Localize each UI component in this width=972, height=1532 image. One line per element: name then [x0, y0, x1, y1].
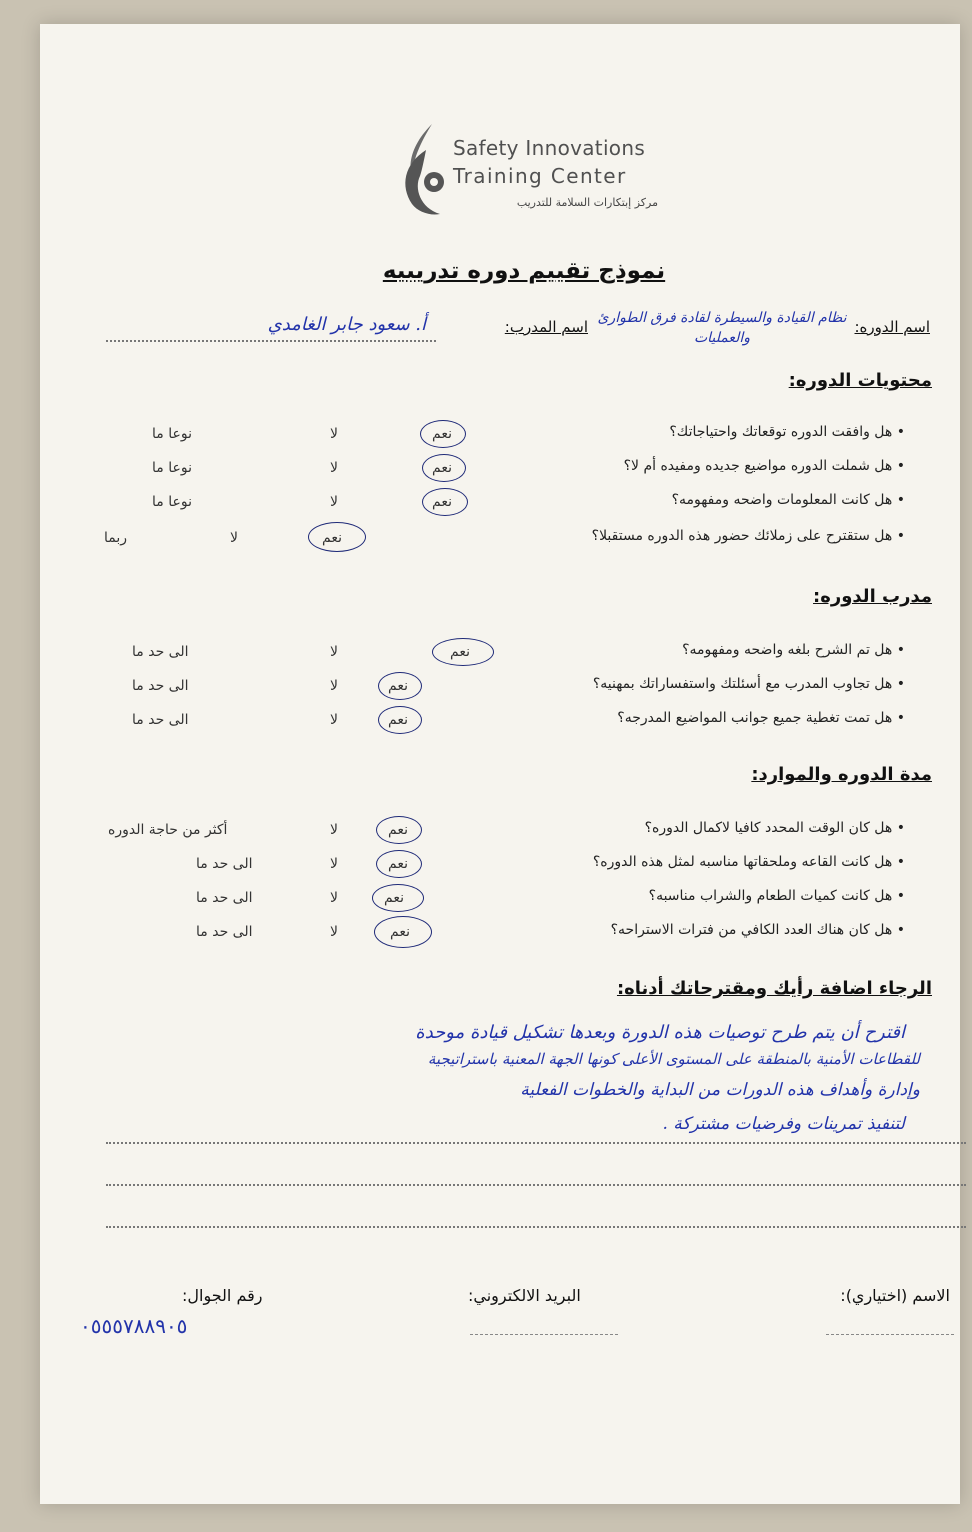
option-other[interactable]: نوعا ما — [152, 460, 192, 476]
trainer-name-value: أ. سعود جابر الغامدي — [267, 314, 426, 335]
option-other[interactable]: ربما — [104, 530, 128, 546]
selected-answer-circle — [374, 916, 432, 948]
question-text: • هل كان الوقت المحدد كافيا لاكمال الدوره؟ — [644, 820, 905, 836]
option-no[interactable]: لا — [330, 856, 338, 872]
selected-answer-circle — [376, 816, 422, 844]
option-no[interactable]: لا — [330, 426, 338, 442]
section-title-feedback: الرجاء اضافة رأيك ومقترحاتك أدناه: — [616, 978, 932, 999]
option-yes[interactable]: نعم — [432, 494, 452, 510]
option-no[interactable]: لا — [330, 822, 338, 838]
logo-name-line2: Training Center — [453, 164, 627, 188]
option-no[interactable]: لا — [330, 678, 338, 694]
selected-answer-circle — [422, 454, 466, 482]
option-no[interactable]: لا — [330, 644, 338, 660]
option-no[interactable]: لا — [330, 712, 338, 728]
question-text: • هل شملت الدوره مواضيع جديده ومفيده أم لا؟ — [623, 458, 905, 474]
section-title-contents: محتويات الدوره: — [788, 370, 932, 391]
feedback-line-2: للقطاعات الأمنية بالمنطقة على المستوى الأعلى كونها الجهة المعنية باستراتيجية — [427, 1050, 920, 1068]
feedback-line-3: وإدارة وأهداف هذه الدورات من البداية والخطوات الفعلية — [520, 1080, 920, 1100]
feedback-dotted-line — [106, 1226, 966, 1228]
selected-answer-circle — [378, 706, 422, 734]
option-yes[interactable]: نعم — [388, 712, 408, 728]
question-text: • هل وافقت الدوره توقعاتك واحتياجاتك؟ — [669, 424, 905, 440]
option-other[interactable]: الى حد ما — [132, 678, 189, 694]
option-other[interactable]: نوعا ما — [152, 426, 192, 442]
option-other[interactable]: أكثر من حاجة الدوره — [108, 822, 228, 838]
optional-name-label: الاسم (اختياري): — [840, 1286, 950, 1305]
trainer-name-dotted-line — [106, 340, 436, 342]
option-no[interactable]: لا — [330, 460, 338, 476]
section-title-trainer: مدرب الدوره: — [813, 586, 932, 607]
selected-answer-circle — [422, 488, 468, 516]
feedback-line-4: لتنفيذ تمرينات وفرضيات مشتركة . — [662, 1114, 905, 1134]
option-no[interactable]: لا — [330, 924, 338, 940]
selected-answer-circle — [376, 850, 422, 878]
selected-answer-circle — [308, 522, 366, 552]
question-text: • هل كانت القاعه وملحقاتها مناسبه لمثل هذه الدوره؟ — [592, 854, 905, 870]
selected-answer-circle — [378, 672, 422, 700]
email-field[interactable] — [470, 1334, 618, 1335]
question-text: • هل تجاوب المدرب مع أسئلتك واستفساراتك بمهنيه؟ — [592, 676, 905, 692]
course-name-label: اسم الدوره: — [854, 318, 930, 336]
question-text: • هل كانت المعلومات واضحه ومفهومه؟ — [671, 492, 905, 508]
form-paper — [40, 24, 960, 1504]
optional-name-field[interactable] — [826, 1334, 954, 1335]
option-other[interactable]: الى حد ما — [196, 856, 253, 872]
course-name-value: نظام القيادة والسيطرة لقادة فرق الطوارئ والعمليات — [597, 310, 847, 346]
option-other[interactable]: الى حد ما — [196, 890, 253, 906]
selected-answer-circle — [372, 884, 424, 912]
option-yes[interactable]: نعم — [388, 822, 408, 838]
form-title: نموذج تقييم دوره تدريبيه — [382, 258, 666, 284]
feedback-dotted-line — [106, 1142, 966, 1144]
logo-name-line1: Safety Innovations — [453, 136, 646, 160]
option-yes[interactable]: نعم — [388, 678, 408, 694]
option-yes[interactable]: نعم — [322, 530, 342, 546]
option-no[interactable]: لا — [230, 530, 238, 546]
logo-name-arabic: مركز إبتكارات السلامة للتدريب — [516, 196, 658, 209]
option-yes[interactable]: نعم — [432, 460, 452, 476]
section-title-duration: مدة الدوره والموارد: — [751, 764, 932, 785]
feedback-line-1: اقترح أن يتم طرح توصيات هذه الدورة وبعدها تشكيل قيادة موحدة — [415, 1022, 905, 1043]
email-label: البريد الالكتروني: — [468, 1286, 581, 1305]
option-other[interactable]: الى حد ما — [196, 924, 253, 940]
question-text: • هل كان هناك العدد الكافي من فترات الاستراحه؟ — [610, 922, 905, 938]
phone-value: ٠٥٥٥٧٨٨٩٠٥ — [80, 1314, 188, 1338]
option-yes[interactable]: نعم — [390, 924, 410, 940]
option-yes[interactable]: نعم — [450, 644, 470, 660]
option-other[interactable]: الى حد ما — [132, 644, 189, 660]
option-yes[interactable]: نعم — [384, 890, 404, 906]
option-other[interactable]: الى حد ما — [132, 712, 189, 728]
option-yes[interactable]: نعم — [388, 856, 408, 872]
feedback-dotted-line — [106, 1184, 966, 1186]
phone-label: رقم الجوال: — [182, 1286, 263, 1305]
question-text: • هل ستقترح على زملائك حضور هذه الدوره مستقبلا؟ — [591, 528, 905, 544]
option-other[interactable]: نوعا ما — [152, 494, 192, 510]
trainer-name-label: اسم المدرب: — [504, 318, 588, 336]
question-text: • هل تمت تغطية جميع جوانب المواضيع المدرجه؟ — [617, 710, 905, 726]
selected-answer-circle — [432, 638, 494, 666]
option-yes[interactable]: نعم — [432, 426, 452, 442]
logo-flame-icon — [396, 120, 456, 220]
question-text: • هل تم الشرح بلغه واضحه ومفهومه؟ — [682, 642, 905, 658]
option-no[interactable]: لا — [330, 890, 338, 906]
selected-answer-circle — [420, 420, 466, 448]
option-no[interactable]: لا — [330, 494, 338, 510]
question-text: • هل كانت كميات الطعام والشراب مناسبه؟ — [648, 888, 905, 904]
